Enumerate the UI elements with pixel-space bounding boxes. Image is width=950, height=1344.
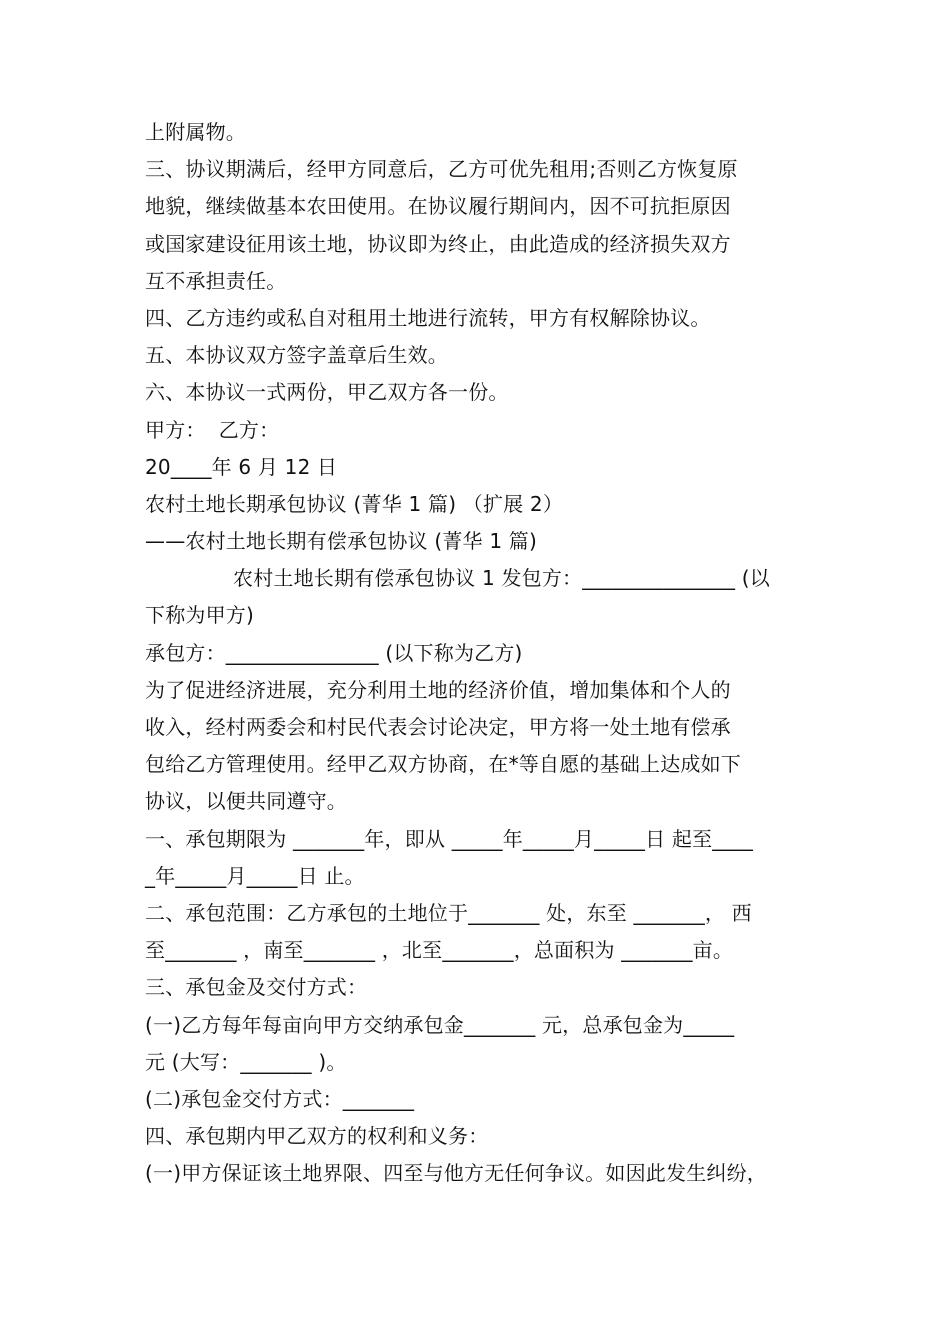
text-line: (二)承包金交付方式：_______ <box>145 1086 415 1111</box>
signature-line: 甲方： 乙方： <box>145 417 280 442</box>
text-line: _年_____月_____日 止。 <box>145 863 365 888</box>
text-line: 包给乙方管理使用。经甲乙双方协商，在*等自愿的基础上达成如下 <box>145 752 741 777</box>
text-line: 或国家建设征用该土地，协议即为终止，由此造成的经济损失双方 <box>145 231 731 256</box>
contract-heading-line: 农村土地长期有偿承包协议 1 发包方：_______________ (以 <box>233 566 770 591</box>
text-line: 互不承担责任。 <box>145 268 287 293</box>
section-subtitle: ——农村土地长期有偿承包协议 (菁华 1 篇) <box>145 529 538 554</box>
date-line: 20____年 6 月 12 日 <box>145 454 338 479</box>
text-line: 承包方：_______________ (以下称为乙方) <box>145 640 523 665</box>
text-line: 上附属物。 <box>145 120 246 144</box>
text-line: 二、承包范围：乙方承包的土地位于_______ 处，东至 _______， 西 <box>145 900 752 925</box>
text-line: 元 (大写：_______ )。 <box>145 1049 347 1074</box>
text-line: 一、承包期限为 _______年，即从 _____年_____月_____日 起至____ <box>145 826 754 851</box>
text-line: 下称为甲方) <box>145 603 255 628</box>
text-line: 至_______ ，南至_______ ，北至_______，总面积为 _______亩。 <box>145 938 734 963</box>
text-line: 五、本协议双方签字盖章后生效。 <box>145 343 448 368</box>
text-line: 三、承包金及交付方式： <box>145 975 368 1000</box>
text-line: 地貌，继续做基本农田使用。在协议履行期间内，因不可抗拒原因 <box>145 194 731 219</box>
text-line: 四、乙方违约或私自对租用土地进行流转，甲方有权解除协议。 <box>145 305 711 330</box>
text-line: 协议，以便共同遵守。 <box>145 789 347 814</box>
text-line: 为了促进经济进展，充分利用土地的经济价值，增加集体和个人的 <box>145 677 731 702</box>
section-title: 农村土地长期承包协议 (菁华 1 篇) （扩展 2） <box>145 491 564 516</box>
document-body <box>145 114 825 1192</box>
text-line: 收入，经村两委会和村民代表会讨论决定，甲方将一处土地有偿承 <box>145 715 731 739</box>
text-line: (一)甲方保证该土地界限、四至与他方无任何争议。如因此发生纠纷， <box>145 1161 768 1186</box>
text-line: 六、本协议一式两份，甲乙双方各一份。 <box>145 380 509 405</box>
text-line: 三、协议期满后，经甲方同意后，乙方可优先租用;否则乙方恢复原 <box>145 157 738 182</box>
text-line: (一)乙方每年每亩向甲方交纳承包金_______ 元，总承包金为_____ <box>145 1012 735 1037</box>
text-line: 四、承包期内甲乙双方的权利和义务： <box>145 1124 489 1149</box>
